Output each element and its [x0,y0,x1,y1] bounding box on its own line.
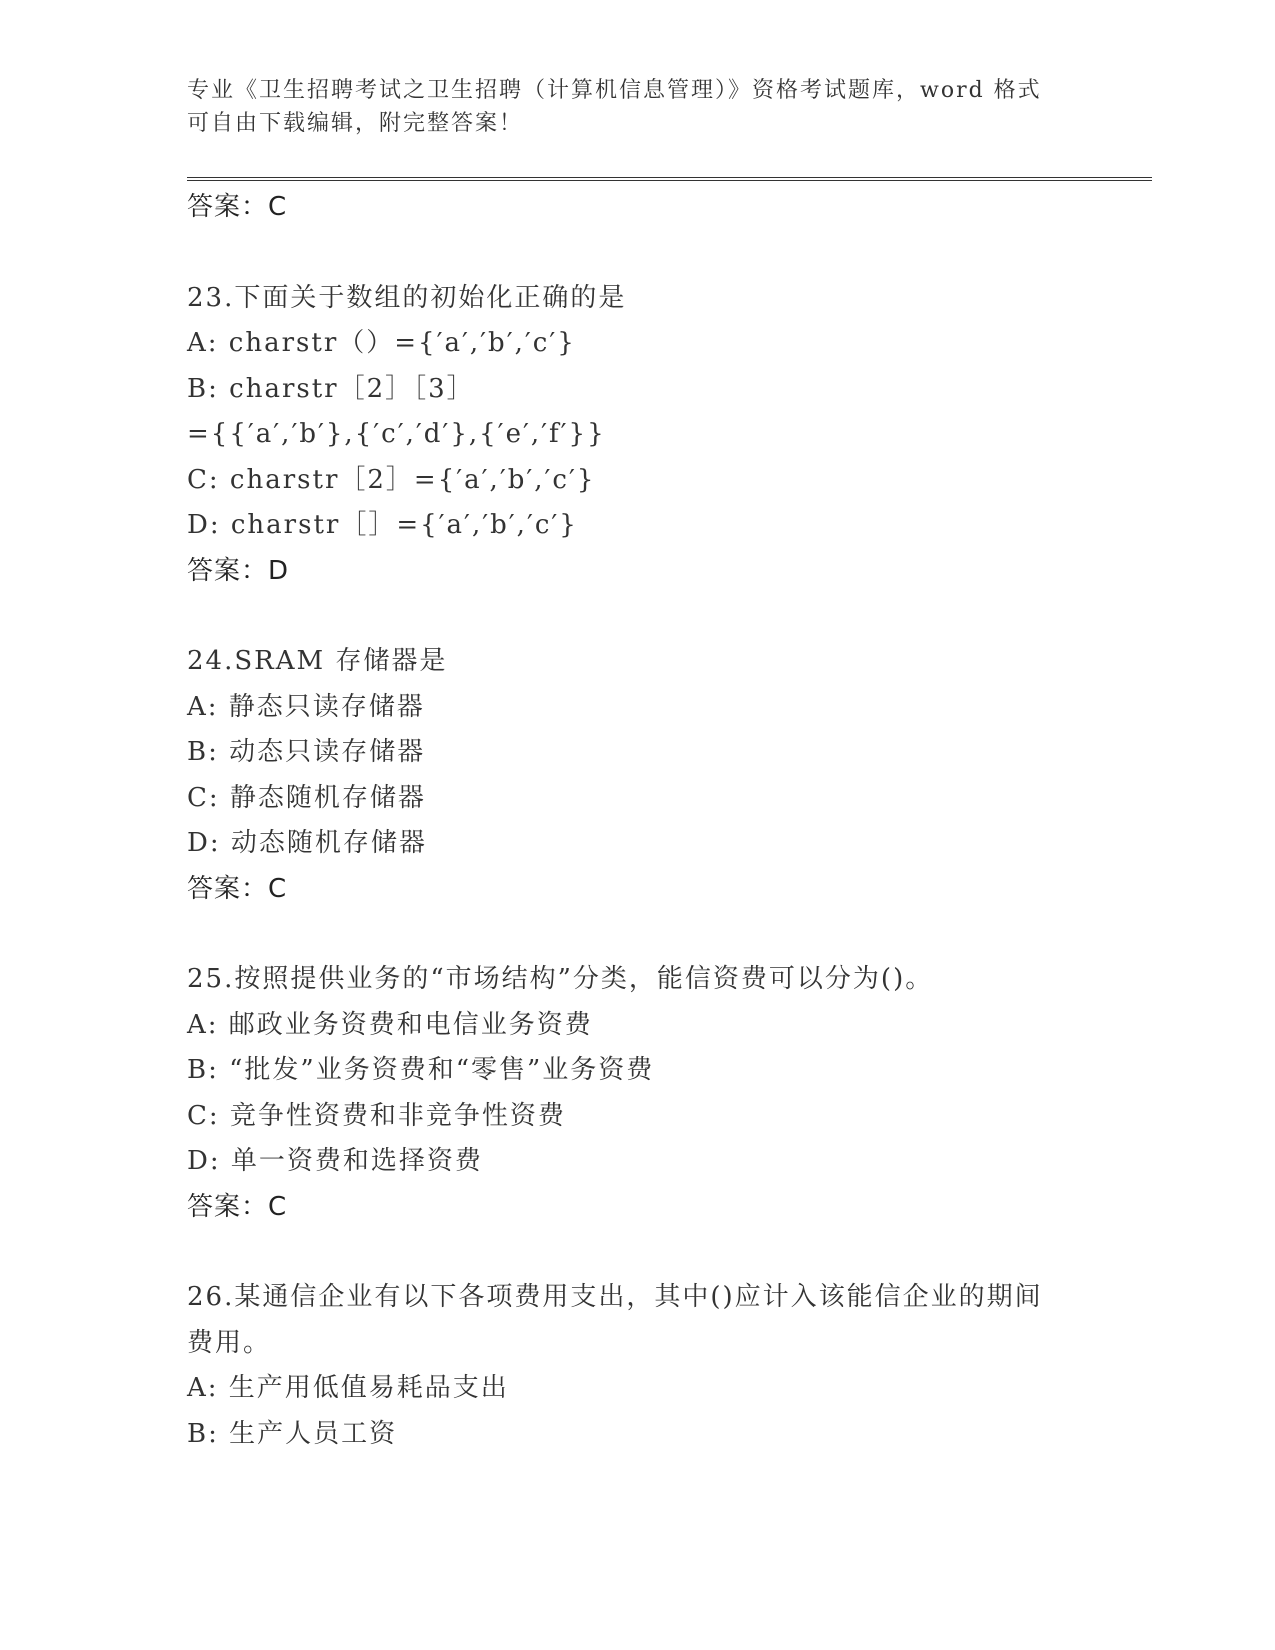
option-a: A: 静态只读存储器 [187,691,425,722]
option-c: C: 竞争性资费和非竞争性资费 [187,1100,566,1131]
question-block [187,1275,1127,1457]
question-stem: 25.按照提供业务的“市场结构”分类，能信资费可以分为()。 [187,964,934,994]
option-d: D: 单一资费和选择资费 [187,1146,483,1176]
previous-answer: 答案：C [187,192,288,222]
question-block [187,957,1127,1230]
option-d: D: charstr［］={′a′,′b′,′c′} [187,510,578,540]
question-block [187,639,1127,912]
spacer [187,1230,1127,1275]
spacer [187,231,1127,276]
header-divider [187,177,1152,181]
option-a: A: 邮政业务资费和电信业务资费 [187,1009,593,1040]
option-c: C: 静态随机存储器 [187,782,426,813]
question-stem: 26.某通信企业有以下各项费用支出，其中()应计入该能信企业的期间 [187,1282,1043,1312]
option-b: B: 动态只读存储器 [187,737,426,767]
question-stem: 24.SRAM 存储器是 [187,646,448,676]
answer: 答案：C [187,1191,288,1222]
question-block [187,276,1127,595]
spacer [187,594,1127,639]
option-a: A: 生产用低值易耗品支出 [187,1373,509,1403]
spacer [187,912,1127,957]
option-b-continued: ={{′a′,′b′},{′c′,′d′},{′e′,′f′}} [187,419,606,449]
answer: 答案：C [187,873,288,904]
question-stem-continued: 费用。 [187,1327,272,1358]
document-header [187,74,1087,140]
option-c: C: charstr［2］={′a′,′b′,′c′} [187,464,596,495]
option-b: B: “批发”业务资费和“零售”业务资费 [187,1055,655,1085]
question-stem: 23.下面关于数组的初始化正确的是 [187,282,627,313]
header-line-1: 专业《卫生招聘考试之卫生招聘（计算机信息管理）》资格考试题库，word 格式 [187,78,1042,103]
question-list [187,185,1127,1457]
option-a: A: charstr（）={′a′,′b′,′c′} [187,328,576,358]
option-b: B: 生产人员工资 [187,1418,398,1449]
answer: 答案：D [187,555,290,586]
option-d: D: 动态随机存储器 [187,828,427,858]
option-b: B: charstr［2］［3］ [187,373,475,404]
header-line-2: 可自由下载编辑，附完整答案！ [187,111,524,136]
